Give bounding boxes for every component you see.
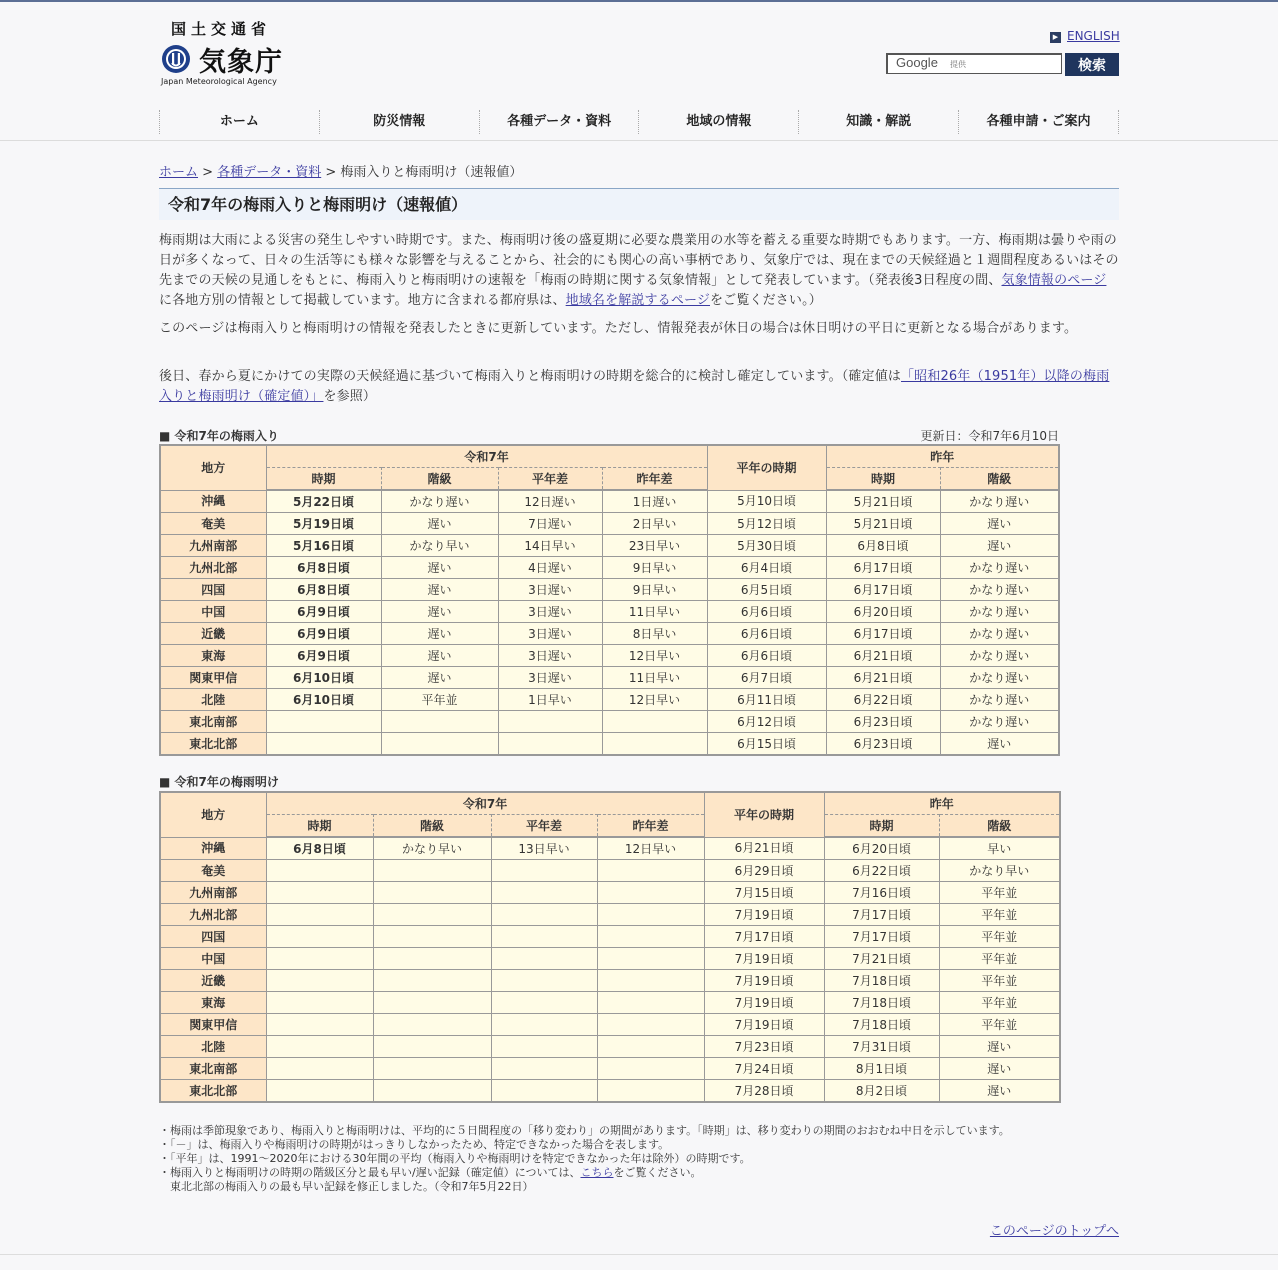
table-cell <box>491 1014 597 1036</box>
table-cell <box>491 926 597 948</box>
table-cell: 遅い <box>940 513 1059 535</box>
intro-text-b: に各地方別の情報として掲載しています。地方に含まれる都府県は、 <box>159 293 566 308</box>
note-item: ・「－」は、梅雨入りや梅雨明けの時期がはっきりしなかったため、特定できなかった場合を表します。 <box>159 1138 670 1151</box>
table-cell: 7月17日頃 <box>704 926 824 948</box>
table-cell: 7月18日頃 <box>824 1014 939 1036</box>
table-cell: 6月9日頃 <box>266 623 381 645</box>
end-table-title: ■ 令和7年の梅雨明け <box>159 775 279 789</box>
table-cell: 7月19日頃 <box>704 970 824 992</box>
region-cell: 沖縄 <box>160 490 266 513</box>
table-row <box>160 837 1060 860</box>
confirmed-paragraph <box>159 367 1119 407</box>
table-cell: 6月23日頃 <box>826 733 940 756</box>
table-cell: 6月4日頃 <box>707 557 826 579</box>
search-form <box>886 53 1119 76</box>
table-row <box>160 601 1059 623</box>
table-row <box>160 948 1060 970</box>
region-cell: 北陸 <box>160 1036 266 1058</box>
table-cell: 5月10日頃 <box>707 490 826 513</box>
table-cell: 遅い <box>381 557 498 579</box>
table-cell: 12日早い <box>597 837 704 860</box>
table-row <box>160 1036 1060 1058</box>
table-cell: 7月16日頃 <box>824 882 939 904</box>
table-cell: 6月8日頃 <box>266 579 381 601</box>
region-names-link[interactable]: 地域名を解説するページ <box>565 293 711 308</box>
table-cell: かなり遅い <box>940 557 1059 579</box>
agency-name-en: Japan Meteorological Agency <box>161 77 277 86</box>
table-row <box>160 860 1060 882</box>
table-cell: 遅い <box>381 601 498 623</box>
table-cell: 3日遅い <box>498 579 602 601</box>
breadcrumb-current: 梅雨入りと梅雨明け（速報値） <box>340 165 523 180</box>
table-row <box>160 557 1059 579</box>
table-cell <box>491 1058 597 1080</box>
note-item: ・「平年」は、1991～2020年における30年間の平均（梅雨入りや梅雨明けを特定できなかった年は除外）の時期です。 <box>159 1152 751 1165</box>
table-cell <box>266 1080 373 1103</box>
table-row <box>160 513 1059 535</box>
table-cell <box>491 992 597 1014</box>
table-row <box>160 623 1059 645</box>
table-cell: 平年並 <box>939 1014 1060 1036</box>
table-cell: 3日遅い <box>498 667 602 689</box>
page-top-link[interactable]: このページのトップへ <box>989 1224 1119 1239</box>
table-cell <box>266 882 373 904</box>
col-last-diff: 昨年差 <box>602 468 707 491</box>
table-row <box>160 970 1060 992</box>
table-cell: 3日遅い <box>498 645 602 667</box>
region-cell: 沖縄 <box>160 837 266 860</box>
col-time: 時期 <box>266 815 373 838</box>
table-cell <box>373 860 491 882</box>
nav-regional[interactable]: 地域の情報 <box>638 110 798 134</box>
table-cell <box>373 1058 491 1080</box>
table-cell <box>373 948 491 970</box>
col-region: 地方 <box>160 445 266 490</box>
confirmed-text-b: を参照） <box>323 389 377 404</box>
table-cell <box>373 926 491 948</box>
table-cell: 12日遅い <box>498 490 602 513</box>
table-cell: 5月21日頃 <box>826 490 940 513</box>
table-cell <box>491 970 597 992</box>
table-cell: 6月21日頃 <box>826 645 940 667</box>
region-cell: 関東甲信 <box>160 667 266 689</box>
update-paragraph: このページは梅雨入りと梅雨明けの情報を発表したときに更新しています。ただし、情報発表が休日の場合は休日明けの平日に更新となる場合があります。 <box>159 321 1078 336</box>
page-title: 令和7年の梅雨入りと梅雨明け（速報値） <box>159 188 1119 220</box>
col-normal: 平年の時期 <box>707 445 826 490</box>
table-cell: 11日早い <box>602 667 707 689</box>
col-this-year: 令和7年 <box>266 792 704 815</box>
grade-records-link[interactable]: こちら <box>580 1166 614 1179</box>
table-cell <box>597 1036 704 1058</box>
table-cell <box>491 882 597 904</box>
table-cell <box>266 992 373 1014</box>
table-cell: かなり遅い <box>940 689 1059 711</box>
table-cell: 6月17日頃 <box>826 623 940 645</box>
table-cell <box>597 1058 704 1080</box>
region-cell: 東北北部 <box>160 1080 266 1103</box>
table-cell: 平年並 <box>939 948 1060 970</box>
table-row <box>160 535 1059 557</box>
table-cell: 6月12日頃 <box>707 711 826 733</box>
region-cell: 東海 <box>160 645 266 667</box>
col-region: 地方 <box>160 792 266 837</box>
table-cell <box>597 992 704 1014</box>
table-cell <box>266 1014 373 1036</box>
table-cell: 遅い <box>381 667 498 689</box>
table-cell: 2日早い <box>602 513 707 535</box>
region-cell: 九州北部 <box>160 904 266 926</box>
col-normal: 平年の時期 <box>704 792 824 837</box>
table-cell: 6月21日頃 <box>704 837 824 860</box>
jma-emblem-icon <box>161 44 191 74</box>
col-ly-time: 時期 <box>826 468 940 491</box>
col-time: 時期 <box>266 468 381 491</box>
confirmed-values-link[interactable]: 「昭和26年（1951年）以降の梅雨入りと梅雨明け（確定値）」 <box>159 369 1110 404</box>
table-cell: 12日早い <box>602 689 707 711</box>
region-cell: 奄美 <box>160 513 266 535</box>
table-cell: かなり遅い <box>940 579 1059 601</box>
table-cell: 7月18日頃 <box>824 992 939 1014</box>
note-item <box>159 1166 1119 1180</box>
table-cell <box>373 904 491 926</box>
table-cell: 1日早い <box>498 689 602 711</box>
table-cell: 5月16日頃 <box>266 535 381 557</box>
col-normal-diff: 平年差 <box>491 815 597 838</box>
table-cell: かなり遅い <box>940 667 1059 689</box>
table-cell <box>597 1080 704 1103</box>
table-cell: 平年並 <box>939 992 1060 1014</box>
updated-date: 更新日：令和7年6月10日 <box>920 429 1059 443</box>
nav-home[interactable]: ホーム <box>159 110 319 134</box>
table-cell: かなり早い <box>381 535 498 557</box>
table-row <box>160 1080 1060 1103</box>
table-cell: 7月21日頃 <box>824 948 939 970</box>
table-row <box>160 992 1060 1014</box>
table-cell: 9日早い <box>602 557 707 579</box>
region-cell: 東北南部 <box>160 1058 266 1080</box>
col-this-year: 令和7年 <box>266 445 707 468</box>
table-cell: 6月8日頃 <box>266 837 373 860</box>
table-cell: 5月21日頃 <box>826 513 940 535</box>
table-cell: 7月19日頃 <box>704 992 824 1014</box>
table-cell: 6月6日頃 <box>707 623 826 645</box>
region-cell: 中国 <box>160 601 266 623</box>
end-table <box>159 791 1061 1103</box>
region-cell: 東北北部 <box>160 733 266 756</box>
table-cell: 6月22日頃 <box>824 860 939 882</box>
table-cell: 平年並 <box>939 970 1060 992</box>
nav-divider <box>0 140 1278 141</box>
nav-knowledge[interactable]: 知識・解説 <box>798 110 958 134</box>
table-cell: 6月11日頃 <box>707 689 826 711</box>
jma-logo[interactable] <box>159 18 289 90</box>
table-cell: 6月5日頃 <box>707 579 826 601</box>
table-cell <box>266 711 381 733</box>
table-row <box>160 1014 1060 1036</box>
note-item: 東北北部の梅雨入りの最も早い記録を修正しました。（令和7年5月22日） <box>159 1180 534 1193</box>
region-cell: 近畿 <box>160 970 266 992</box>
table-cell <box>597 904 704 926</box>
table-cell <box>597 948 704 970</box>
table-cell: 7月19日頃 <box>704 904 824 926</box>
table-cell <box>491 860 597 882</box>
table-row <box>160 904 1060 926</box>
region-cell: 四国 <box>160 579 266 601</box>
table-cell: 遅い <box>939 1058 1060 1080</box>
table-row <box>160 689 1059 711</box>
table-cell: 14日早い <box>498 535 602 557</box>
table-cell: 8月2日頃 <box>824 1080 939 1103</box>
table-cell: かなり遅い <box>940 490 1059 513</box>
table-cell: 7月17日頃 <box>824 926 939 948</box>
table-cell: 5月12日頃 <box>707 513 826 535</box>
table-cell <box>266 948 373 970</box>
table-cell: 7日遅い <box>498 513 602 535</box>
table-cell <box>373 970 491 992</box>
table-cell <box>266 1036 373 1058</box>
table-cell <box>373 1080 491 1103</box>
table-cell: 遅い <box>381 513 498 535</box>
nav-applications[interactable]: 各種申請・ご案内 <box>958 110 1119 134</box>
table-row <box>160 711 1059 733</box>
intro-text-c: をご覧ください。） <box>710 293 822 308</box>
col-last-year: 昨年 <box>826 445 1059 468</box>
table-row <box>160 667 1059 689</box>
table-cell <box>491 1080 597 1103</box>
col-ly-time: 時期 <box>824 815 939 838</box>
table-cell: 1日遅い <box>602 490 707 513</box>
breadcrumb <box>159 161 1119 180</box>
table-cell: 6月20日頃 <box>826 601 940 623</box>
table-cell: 6月23日頃 <box>826 711 940 733</box>
table-cell: 平年並 <box>939 904 1060 926</box>
table-cell: 7月15日頃 <box>704 882 824 904</box>
table-cell <box>266 970 373 992</box>
table-cell: 6月9日頃 <box>266 645 381 667</box>
col-grade: 階級 <box>381 468 498 491</box>
table-row <box>160 733 1059 756</box>
table-cell: 6月9日頃 <box>266 601 381 623</box>
table-cell: 7月18日頃 <box>824 970 939 992</box>
breadcrumb-sep: > <box>198 165 218 180</box>
region-cell: 関東甲信 <box>160 1014 266 1036</box>
table-cell: 7月19日頃 <box>704 1014 824 1036</box>
table-cell: 遅い <box>940 733 1059 756</box>
table-cell <box>498 733 602 756</box>
table-cell <box>597 860 704 882</box>
table-cell <box>498 711 602 733</box>
confirmed-text-a: 後日、春から夏にかけての実際の天候経過に基づいて梅雨入りと梅雨明けの時期を総合的に検討し確定しています。（確定値は <box>159 369 902 384</box>
table-row <box>160 490 1059 513</box>
weather-info-link[interactable]: 気象情報のページ <box>1001 273 1107 288</box>
intro-text-a: 梅雨期は大雨による災害の発生しやすい時期です。また、梅雨明け後の盛夏期に必要な農業用の水等を蓄える重要な時期でもあります。一方、梅雨期は曇りや雨の日が多くなって、日々の生活等にも様々な影響を与えることから、社会的にも関心の高い事柄であり、気象庁では、現在までの天候経過と１週間程度あるいはその先までの天候の見通しをもとに、梅雨入りと梅雨明けの速報を「梅雨の時期に関する気象情報」として発表しています。（発表後3日程度の間、 <box>159 233 1119 288</box>
table-cell <box>266 1058 373 1080</box>
footer-divider <box>0 1254 1278 1255</box>
table-cell: 5月22日頃 <box>266 490 381 513</box>
table-cell: 遅い <box>939 1036 1060 1058</box>
table-cell <box>602 733 707 756</box>
onset-table <box>159 444 1060 756</box>
table-cell: 6月22日頃 <box>826 689 940 711</box>
table-cell: 8月1日頃 <box>824 1058 939 1080</box>
region-cell: 九州北部 <box>160 557 266 579</box>
table-row <box>160 1058 1060 1080</box>
table-cell: 遅い <box>381 579 498 601</box>
table-cell <box>491 1036 597 1058</box>
region-cell: 九州南部 <box>160 882 266 904</box>
region-cell: 奄美 <box>160 860 266 882</box>
ministry-name: 国土交通省 <box>171 20 272 38</box>
note-text: をご覧ください。 <box>613 1166 702 1179</box>
arrow-right-icon: ▶ <box>1050 32 1061 43</box>
table-cell <box>597 926 704 948</box>
table-cell: 7月17日頃 <box>824 904 939 926</box>
col-grade: 階級 <box>373 815 491 838</box>
table-cell: 遅い <box>940 535 1059 557</box>
table-cell: 遅い <box>381 645 498 667</box>
col-last-diff: 昨年差 <box>597 815 704 838</box>
table-cell <box>373 1014 491 1036</box>
table-cell: 6月8日頃 <box>266 557 381 579</box>
table-cell <box>381 711 498 733</box>
table-cell: 3日遅い <box>498 601 602 623</box>
table-cell: かなり遅い <box>381 490 498 513</box>
region-cell: 東海 <box>160 992 266 1014</box>
table-cell <box>491 948 597 970</box>
table-cell: かなり遅い <box>940 645 1059 667</box>
table-cell: 6月17日頃 <box>826 579 940 601</box>
table-cell <box>602 711 707 733</box>
table-cell: かなり遅い <box>940 601 1059 623</box>
breadcrumb-sep: > <box>321 165 341 180</box>
table-cell: 6月10日頃 <box>266 689 381 711</box>
region-cell: 北陸 <box>160 689 266 711</box>
table-cell: 7月19日頃 <box>704 948 824 970</box>
note-text: ・梅雨入りと梅雨明けの時期の階級区分と最も早い/遅い記録（確定値）については、 <box>159 1166 581 1179</box>
table-cell: 13日早い <box>491 837 597 860</box>
table-cell <box>597 970 704 992</box>
table-cell <box>266 860 373 882</box>
table-cell: 9日早い <box>602 579 707 601</box>
table-cell: 6月8日頃 <box>826 535 940 557</box>
search-input[interactable] <box>886 53 1062 74</box>
table-cell <box>373 1036 491 1058</box>
table-cell: 平年並 <box>381 689 498 711</box>
table-cell <box>266 904 373 926</box>
col-ly-grade: 階級 <box>940 468 1059 491</box>
region-cell: 四国 <box>160 926 266 948</box>
agency-name: 気象庁 <box>199 47 283 78</box>
table-cell <box>381 733 498 756</box>
table-cell <box>373 882 491 904</box>
search-button[interactable]: 検索 <box>1065 53 1119 76</box>
col-last-year: 昨年 <box>824 792 1060 815</box>
table-cell: 6月7日頃 <box>707 667 826 689</box>
table-cell: かなり遅い <box>940 623 1059 645</box>
table-cell <box>266 733 381 756</box>
table-cell: 7月28日頃 <box>704 1080 824 1103</box>
breadcrumb-data[interactable]: 各種データ・資料 <box>217 165 322 180</box>
table-cell: 7月24日頃 <box>704 1058 824 1080</box>
table-cell: 遅い <box>381 623 498 645</box>
table-cell: 早い <box>939 837 1060 860</box>
table-row <box>160 882 1060 904</box>
col-normal-diff: 平年差 <box>498 468 602 491</box>
table-cell: 6月15日頃 <box>707 733 826 756</box>
table-cell: 6月20日頃 <box>824 837 939 860</box>
table-cell <box>266 926 373 948</box>
col-ly-grade: 階級 <box>939 815 1060 838</box>
table-cell: 3日遅い <box>498 623 602 645</box>
table-cell <box>597 882 704 904</box>
global-nav <box>159 110 1119 134</box>
table-cell: 11日早い <box>602 601 707 623</box>
google-brand-label: Google <box>896 55 938 70</box>
table-cell: 6月10日頃 <box>266 667 381 689</box>
nav-data[interactable]: 各種データ・資料 <box>479 110 639 134</box>
table-cell: 23日早い <box>602 535 707 557</box>
table-cell: 6月6日頃 <box>707 601 826 623</box>
english-link[interactable]: ENGLISH <box>1067 29 1120 43</box>
table-row <box>160 579 1059 601</box>
onset-table-title: ■ 令和7年の梅雨入り <box>159 429 279 443</box>
table-row <box>160 645 1059 667</box>
note-item: ・梅雨は季節現象であり、梅雨入りと梅雨明けは、平均的に５日間程度の「移り変わり」の期間があります。「時期」は、移り変わりの期間のおおむね中日を示しています。 <box>159 1124 1010 1137</box>
table-cell <box>373 992 491 1014</box>
table-cell: 7月23日頃 <box>704 1036 824 1058</box>
table-cell: 6月21日頃 <box>826 667 940 689</box>
table-cell: 6月6日頃 <box>707 645 826 667</box>
intro-paragraph <box>159 231 1119 311</box>
region-cell: 東北南部 <box>160 711 266 733</box>
table-cell: 7月31日頃 <box>824 1036 939 1058</box>
region-cell: 近畿 <box>160 623 266 645</box>
table-cell: 6月17日頃 <box>826 557 940 579</box>
table-cell: 平年並 <box>939 882 1060 904</box>
table-cell: 8日早い <box>602 623 707 645</box>
table-cell: かなり早い <box>373 837 491 860</box>
table-cell: 5月19日頃 <box>266 513 381 535</box>
table-cell <box>491 904 597 926</box>
region-cell: 中国 <box>160 948 266 970</box>
table-row <box>160 926 1060 948</box>
table-cell: 6月29日頃 <box>704 860 824 882</box>
breadcrumb-home[interactable]: ホーム <box>159 165 199 180</box>
page-top-wrap <box>940 1220 1119 1239</box>
table-cell: 遅い <box>939 1080 1060 1103</box>
table-cell: 5月30日頃 <box>707 535 826 557</box>
region-cell: 九州南部 <box>160 535 266 557</box>
notes <box>159 1124 1119 1194</box>
table-cell: 4日遅い <box>498 557 602 579</box>
table-cell: 平年並 <box>939 926 1060 948</box>
nav-disaster-info[interactable]: 防災情報 <box>319 110 479 134</box>
table-cell <box>597 1014 704 1036</box>
table-cell: 12日早い <box>602 645 707 667</box>
english-link-wrap <box>1050 29 1120 43</box>
table-cell: かなり早い <box>939 860 1060 882</box>
table-cell: かなり遅い <box>940 711 1059 733</box>
